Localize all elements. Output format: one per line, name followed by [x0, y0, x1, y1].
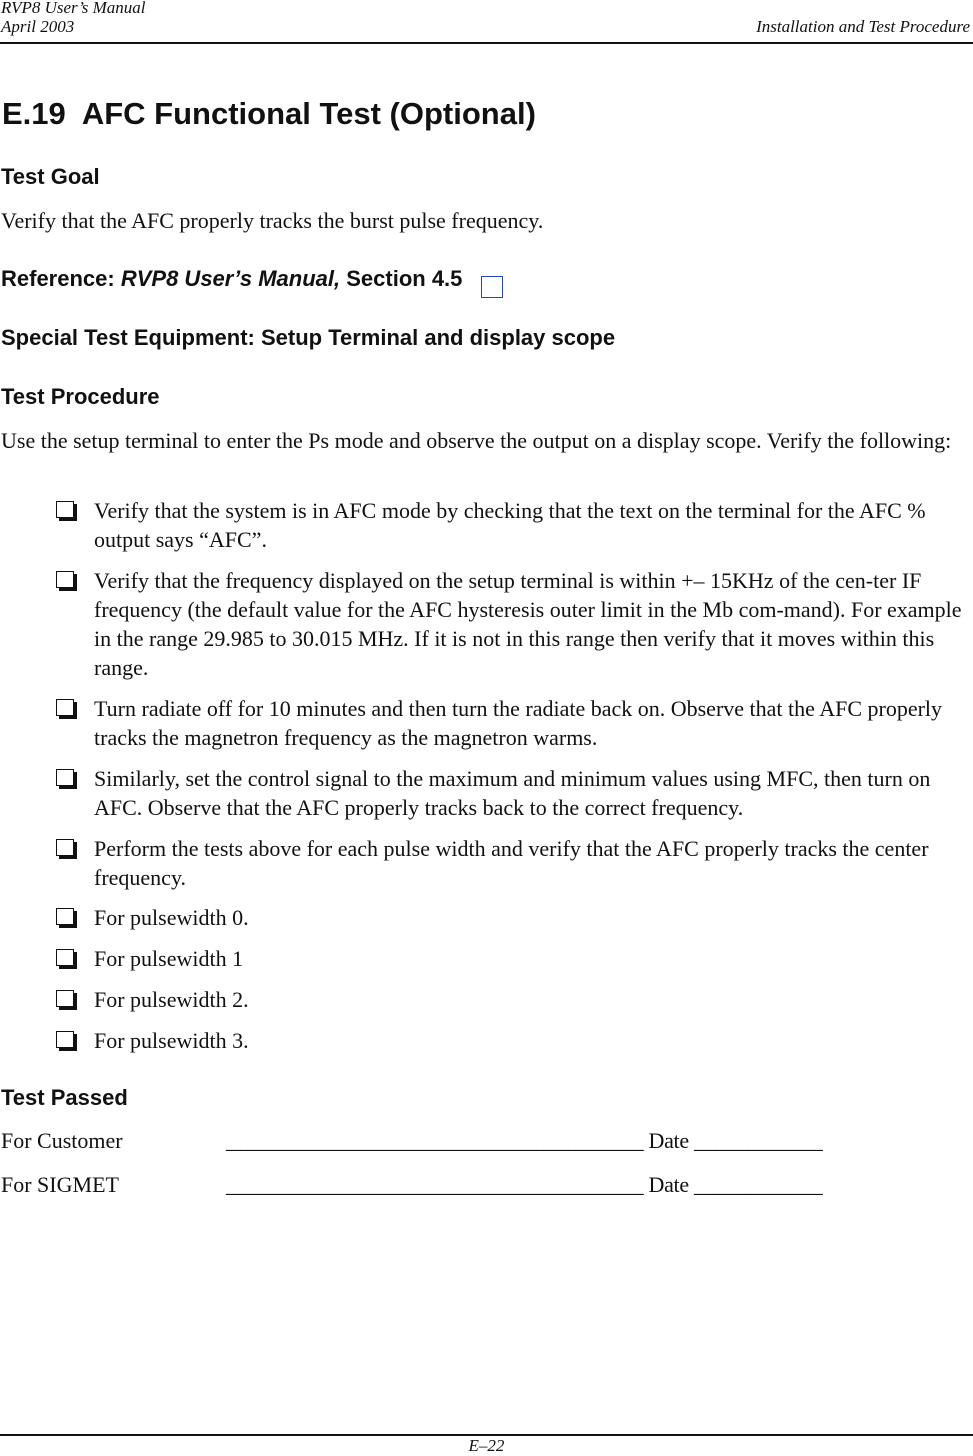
- checklist-item-text: Verify that the system is in AFC mode by checking that the text on the terminal for the AFC % output says “AFC”.: [94, 498, 926, 552]
- section-heading: [2, 96, 536, 132]
- special-equipment-heading: Special Test Equipment: Setup Terminal and display scope: [1, 325, 616, 350]
- test-procedure-heading: Test Procedure: [1, 384, 160, 409]
- checkbox[interactable]: [56, 949, 74, 966]
- cross-reference-link-box[interactable]: [481, 276, 503, 298]
- checkbox[interactable]: [56, 571, 74, 588]
- checklist-item: [56, 903, 968, 932]
- customer-signoff-line[interactable]: _______________________________________ Date ____________: [226, 1128, 823, 1153]
- section-number: E.19: [2, 96, 66, 131]
- checklist-item: [56, 764, 968, 822]
- checklist-item: [56, 1026, 968, 1055]
- reference-line: [1, 266, 462, 292]
- checklist-item-text: Verify that the frequency displayed on the setup terminal is within +– 15KHz of the cen-ter IF frequency (the default value for the AFC hysteresis outer limit in the Mb com-mand). For example in the range 29.985 to 30.015 MHz. If it is not in this range then verify that it moves within this range.: [94, 568, 962, 680]
- manual-date: April 2003: [1, 17, 75, 36]
- procedure-intro: Use the setup terminal to enter the Ps mode and observe the output on a display scope. Verify the following:: [1, 428, 952, 453]
- reference-label: Reference:: [1, 266, 115, 291]
- checklist-item: [56, 944, 968, 973]
- test-goal-text: Verify that the AFC properly tracks the burst pulse frequency.: [1, 208, 544, 233]
- checklist-item-text: Similarly, set the control signal to the maximum and minimum values using MFC, then turn on AFC. Observe that the AFC properly tracks back to the correct frequency.: [94, 766, 931, 820]
- sigmet-signoff-line[interactable]: _______________________________________ Date ____________: [226, 1172, 823, 1197]
- checklist-item-text: For pulsewidth 0.: [94, 905, 249, 930]
- running-header-left: [1, 0, 146, 36]
- test-passed-heading: Test Passed: [1, 1085, 128, 1110]
- checklist-item-text: For pulsewidth 3.: [94, 1028, 249, 1053]
- manual-title: RVP8 User’s Manual: [1, 0, 146, 17]
- checkbox[interactable]: [56, 990, 74, 1007]
- checkbox[interactable]: [56, 501, 74, 518]
- test-goal-heading: Test Goal: [1, 164, 100, 189]
- sigmet-signoff-label: For SIGMET: [1, 1172, 119, 1197]
- checklist-item: [56, 694, 968, 752]
- section-title: AFC Functional Test (Optional): [81, 96, 536, 131]
- chapter-title: Installation and Test Procedure: [756, 17, 970, 36]
- page-number: E–22: [468, 1436, 505, 1455]
- checklist-item-text: For pulsewidth 1: [94, 946, 244, 971]
- reference-document: RVP8 User’s Manual,: [120, 266, 341, 291]
- header-rule: [0, 42, 973, 44]
- reference-section-link[interactable]: Section 4.5: [346, 266, 463, 291]
- checklist-item: [56, 985, 968, 1014]
- checklist-item: [56, 566, 968, 682]
- checklist-item: [56, 834, 968, 892]
- checkbox[interactable]: [56, 769, 74, 786]
- checkbox[interactable]: [56, 908, 74, 925]
- checkbox[interactable]: [56, 699, 74, 716]
- checklist-item-text: Turn radiate off for 10 minutes and then turn the radiate back on. Observe that the AFC properly tracks the magnetron frequency as the magnetron warms.: [94, 696, 943, 750]
- checkbox[interactable]: [56, 1031, 74, 1048]
- checklist-item-text: Perform the tests above for each pulse width and verify that the AFC properly tracks the center frequency.: [94, 836, 929, 890]
- checkbox[interactable]: [56, 839, 74, 856]
- checklist-item: [56, 496, 968, 554]
- customer-signoff-label: For Customer: [1, 1128, 123, 1153]
- checklist-item-text: For pulsewidth 2.: [94, 987, 249, 1012]
